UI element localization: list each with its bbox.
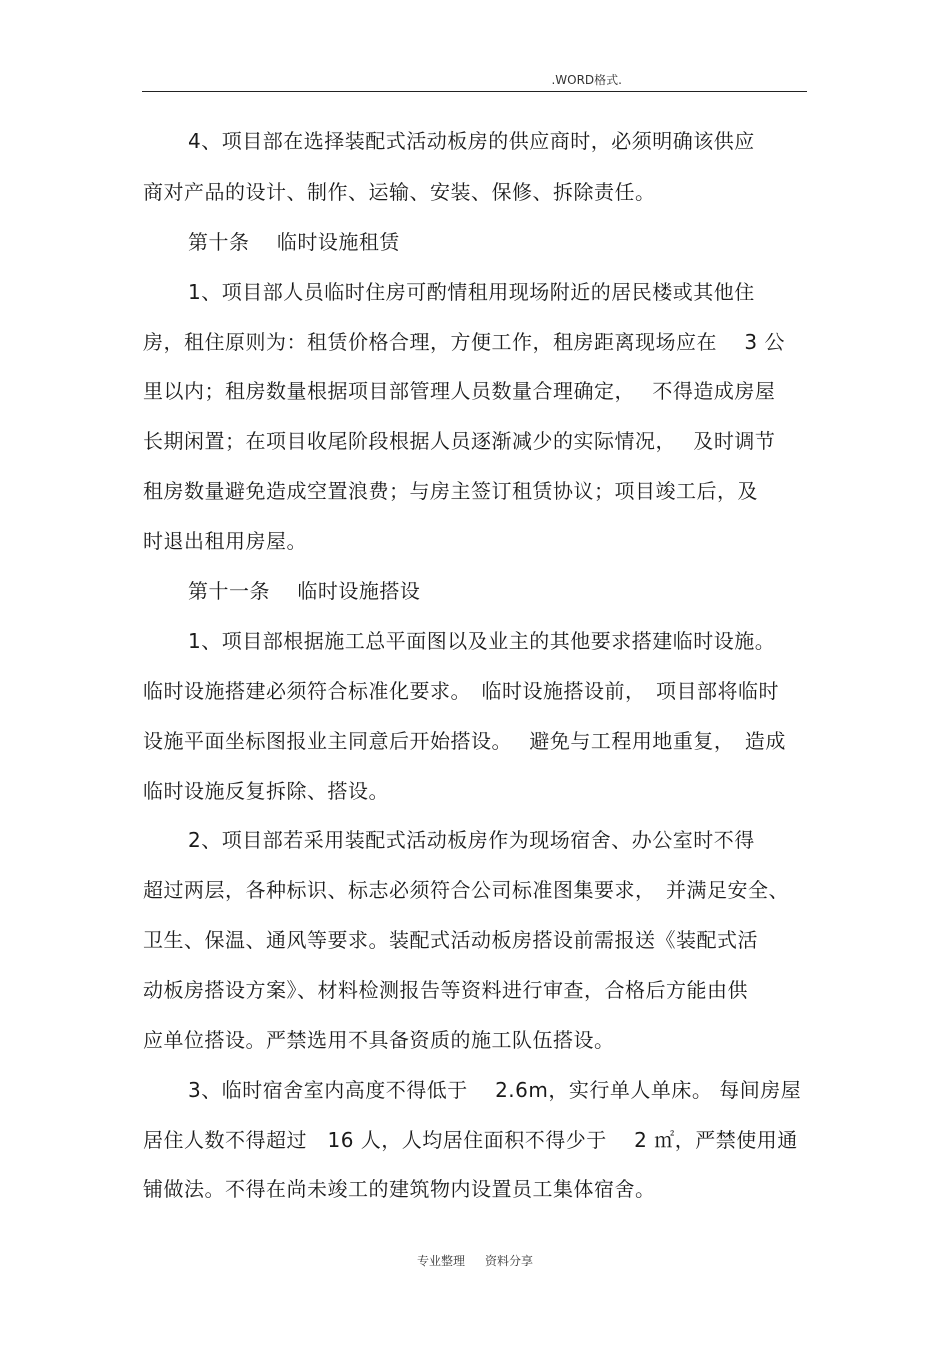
paragraph-line: 里以内；租房数量根据项目部管理人员数量合理确定， 不得造成房屋: [143, 379, 776, 403]
paragraph-line: 租房数量避免造成空置浪费；与房主签订租赁协议；项目竣工后，及: [143, 479, 758, 503]
paragraph-line: 动板房搭设方案》、材料检测报告等资料进行审查，合格后方能由供: [143, 978, 748, 1002]
paragraph-line: 超过两层，各种标识、标志必须符合公司标准图集要求， 并满足安全、: [143, 878, 789, 902]
section-heading: 第十一条 临时设施搭设: [188, 579, 421, 603]
paragraph-line: 商对产品的设计、制作、运输、安装、保修、拆除责任。: [143, 180, 656, 204]
paragraph-line: 卫生、保温、通风等要求。装配式活动板房搭设前需报送《装配式活: [143, 928, 758, 952]
section-heading: 第十条 临时设施租赁: [188, 230, 400, 254]
paragraph-line: 铺做法。不得在尚未竣工的建筑物内设置员工集体宿舍。: [143, 1177, 656, 1201]
paragraph-line: 长期闲置；在项目收尾阶段根据人员逐渐减少的实际情况， 及时调节: [143, 429, 776, 453]
header-divider: [142, 91, 807, 92]
paragraph-line: 临时设施搭建必须符合标准化要求。 临时设施搭设前， 项目部将临时: [143, 679, 779, 703]
paragraph-line: 4、项目部在选择装配式活动板房的供应商时，必须明确该供应: [188, 129, 755, 153]
page-header: [142, 72, 807, 92]
paragraph-line: 设施平面坐标图报业主同意后开始搭设。 避免与工程用地重复， 造成: [143, 729, 786, 753]
paragraph-line: 1、项目部人员临时住房可酌情租用现场附近的居民楼或其他住: [188, 280, 755, 304]
page-footer: [0, 1252, 950, 1269]
footer-left-text: 专业整理: [416, 1254, 465, 1268]
paragraph-line: 房，租住原则为：租赁价格合理，方便工作，租房距离现场应在 3 公: [143, 330, 785, 354]
paragraph-line: 临时设施反复拆除、搭设。: [143, 779, 389, 803]
paragraph-line: 居住人数不得超过 16 人，人均居住面积不得少于 2 ㎡，严禁使用通: [143, 1128, 798, 1152]
paragraph-line: 2、项目部若采用装配式活动板房作为现场宿舍、办公室时不得: [188, 828, 755, 852]
paragraph-line: 3、临时宿舍室内高度不得低于 2.6m，实行单人单床。 每间房屋: [188, 1078, 802, 1102]
paragraph-line: 时退出租用房屋。: [143, 529, 307, 553]
paragraph-line: 应单位搭设。严禁选用不具备资质的施工队伍搭设。: [143, 1028, 615, 1052]
paragraph-line: 1、项目部根据施工总平面图以及业主的其他要求搭建临时设施。: [188, 629, 776, 653]
footer-right-text: 资料分享: [485, 1254, 534, 1268]
header-label: .WORD格式.: [551, 73, 622, 87]
